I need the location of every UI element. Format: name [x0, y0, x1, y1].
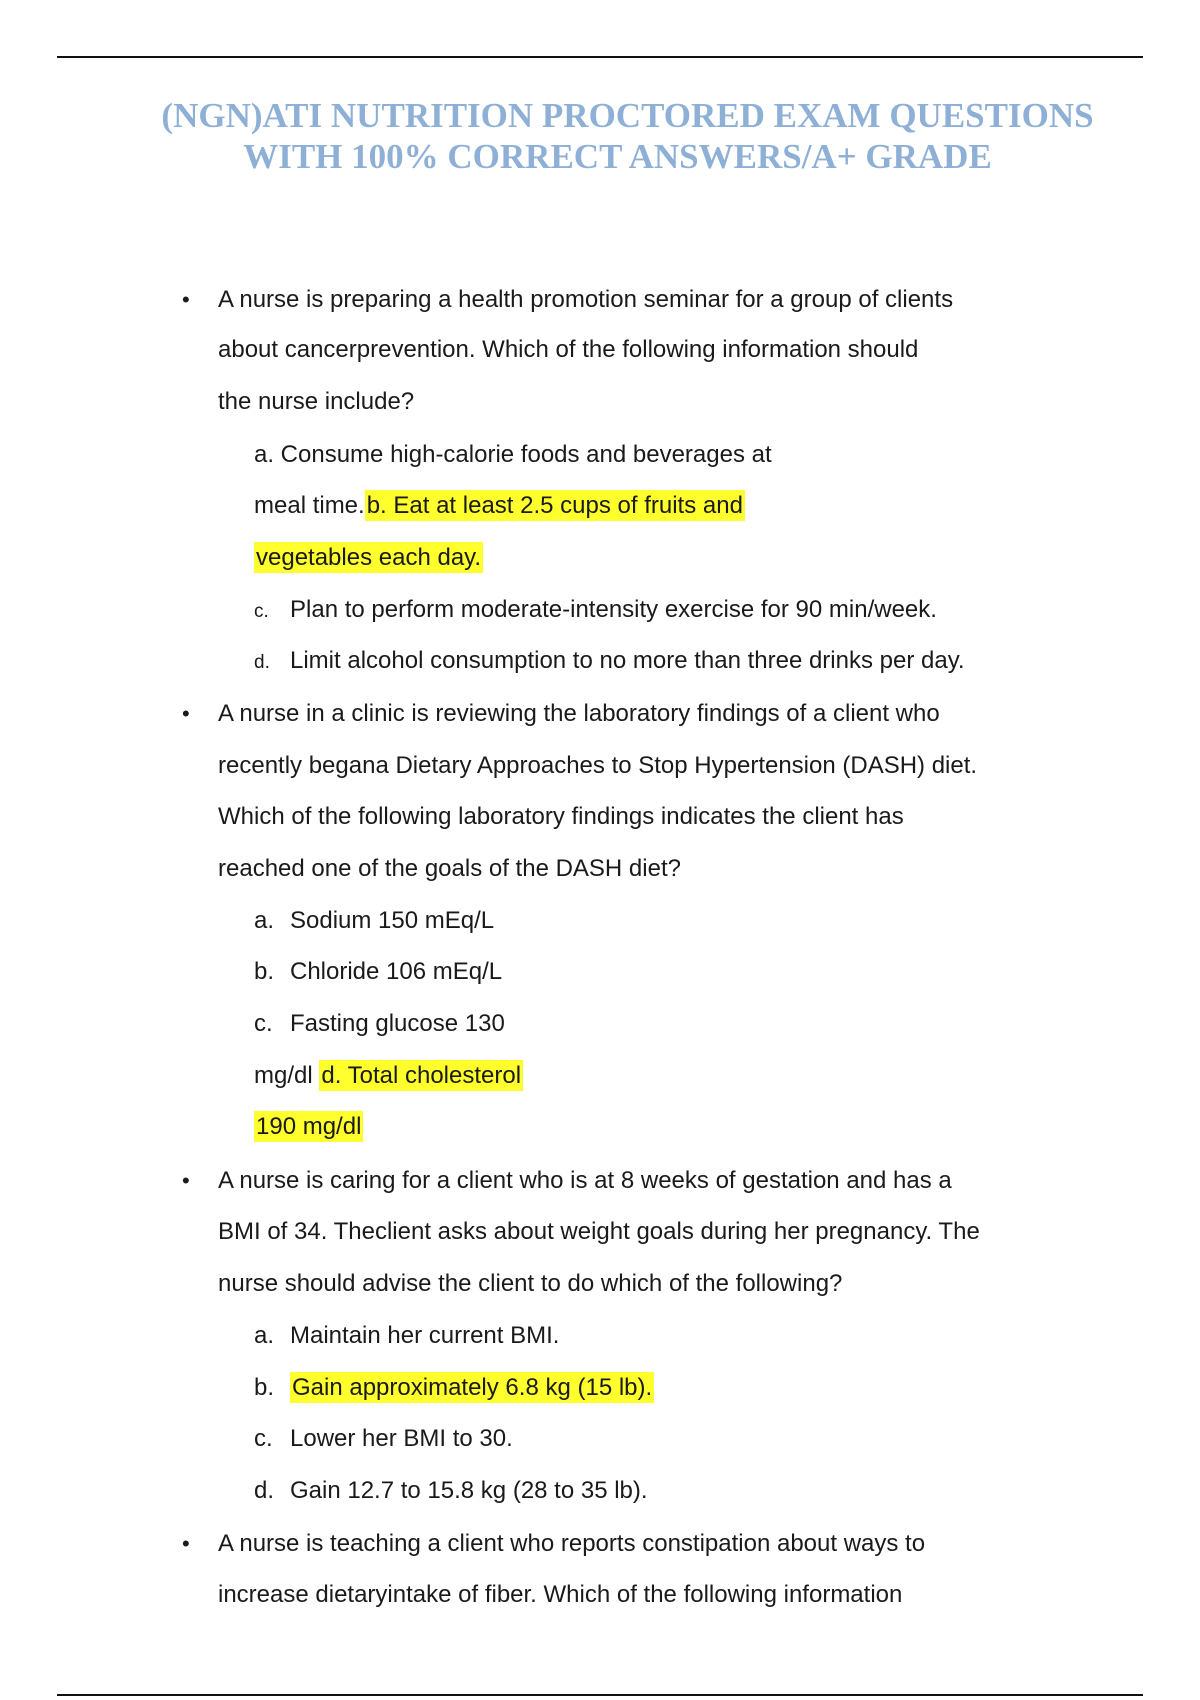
q2-option-a-text: Sodium 150 mEq/L [290, 907, 495, 934]
q1-option-a-line-1: a. Consume high-calorie foods and beverages at [254, 441, 772, 468]
q3-option-c-text: Lower her BMI to 30. [290, 1425, 513, 1452]
bullet-icon: • [182, 1531, 190, 1556]
q1-option-a-line-2: meal time. [254, 492, 365, 519]
q2-option-b-label: b. [254, 958, 275, 985]
q2-stem-line-3: Which of the following laboratory findings indicates the client has [218, 803, 904, 830]
title-line-1: (NGN)ATI NUTRITION PROCTORED EXAM QUESTIONS [161, 96, 1094, 135]
q1-option-d-label: d. [254, 652, 270, 673]
q2-option-d-line-2: 190 mg/dl [256, 1113, 362, 1140]
q2-option-c-label: c. [254, 1010, 273, 1037]
q2-option-a-label: a. [254, 907, 275, 934]
bullet-icon: • [182, 287, 190, 312]
q3-option-b-text: Gain approximately 6.8 kg (15 lb). [292, 1374, 653, 1401]
top-rule [57, 56, 1143, 58]
q2-stem-line-1: A nurse in a clinic is reviewing the laboratory findings of a client who [218, 700, 940, 727]
q1-option-line [254, 488, 745, 524]
q1-option-d-text: Limit alcohol consumption to no more than three drinks per day. [290, 647, 965, 674]
q2-option-b [254, 954, 502, 990]
q1-stem-line-3: the nurse include? [218, 388, 415, 415]
title-line-2: WITH 100% CORRECT ANSWERS/A+ GRADE [243, 137, 992, 176]
q3-stem-line-2: BMI of 34. Theclient asks about weight goals during her pregnancy. The [218, 1218, 980, 1245]
q2-option-c-line-2: mg/dl [254, 1062, 313, 1089]
q3-option-c [254, 1421, 513, 1457]
q1-option-c [254, 592, 937, 630]
q2-option-b-text: Chloride 106 mEq/L [290, 958, 503, 985]
q1-option-b-line-1: b. Eat at least 2.5 cups of fruits and [366, 492, 743, 519]
q2-stem-line-4: reached one of the goals of the DASH diet? [218, 855, 681, 882]
q3-stem-line-3: nurse should advise the client to do which of the following? [218, 1270, 843, 1297]
bottom-rule [57, 1694, 1143, 1696]
q3-stem-line-1: A nurse is caring for a client who is at 8 weeks of gestation and has a [218, 1167, 952, 1194]
page-title [0, 95, 1200, 177]
q4-stem-line-2: increase dietaryintake of fiber. Which of the following information [218, 1581, 903, 1608]
q3-option-d [254, 1473, 648, 1509]
q1-option-d [254, 643, 965, 681]
q1-option-c-label: c. [254, 601, 269, 622]
q2-option-c-text: Fasting glucose 130 [290, 1010, 505, 1037]
q2-option-d-line-1: d. Total cholesterol [321, 1062, 522, 1089]
bullet-icon: • [182, 1168, 190, 1193]
q1-stem-line-1: A nurse is preparing a health promotion seminar for a group of clients [218, 286, 954, 313]
q4-stem-line-1: A nurse is teaching a client who reports constipation about ways to [218, 1530, 926, 1557]
q3-option-b [254, 1370, 654, 1406]
q2-stem-line-2: recently begana Dietary Approaches to Stop Hypertension (DASH) diet. [218, 752, 978, 779]
q2-option-c [254, 1006, 505, 1042]
q1-stem-line-2: about cancerprevention. Which of the following information should [218, 336, 919, 363]
q3-option-a-label: a. [254, 1322, 275, 1349]
q1-option-c-text: Plan to perform moderate-intensity exercise for 90 min/week. [290, 596, 937, 623]
q3-option-a-text: Maintain her current BMI. [290, 1322, 560, 1349]
bullet-icon: • [182, 701, 190, 726]
q2-option-a [254, 903, 494, 939]
q3-option-c-label: c. [254, 1425, 273, 1452]
q3-option-d-text: Gain 12.7 to 15.8 kg (28 to 35 lb). [290, 1477, 648, 1504]
q3-option-a [254, 1318, 559, 1354]
q3-option-b-label: b. [254, 1374, 275, 1401]
q1-option-b-line-2: vegetables each day. [256, 544, 482, 571]
q3-option-d-label: d. [254, 1477, 275, 1504]
q2-option-d-line [254, 1109, 363, 1145]
q2-option-line [254, 1058, 523, 1094]
q1-option-b-line [254, 540, 483, 576]
